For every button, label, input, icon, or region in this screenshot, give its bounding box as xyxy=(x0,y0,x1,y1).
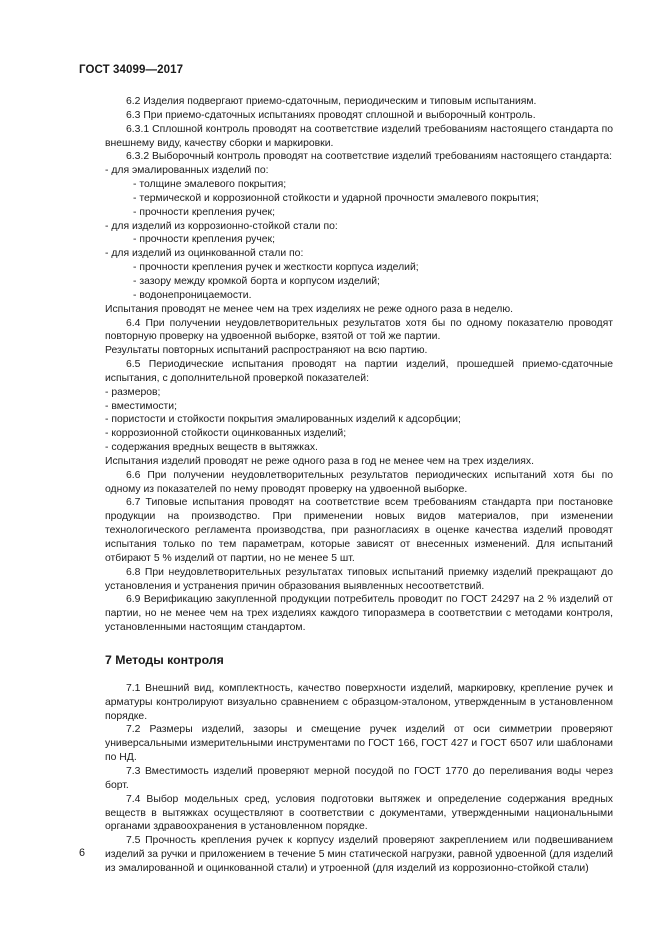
paragraph: 6.6 При получении неудовлетворительных результатов периодических испытаний хотя бы по одному из показателей по нему проводят проверку на удвоенной выборке. xyxy=(105,469,613,495)
section-7-text xyxy=(105,682,613,876)
paragraph: - размеров; xyxy=(105,386,161,398)
paragraph: - для эмалированных изделий по: xyxy=(105,165,269,177)
paragraph: - прочности крепления ручек; xyxy=(133,234,275,246)
paragraph: - прочности крепления ручек; xyxy=(133,206,275,218)
section-title: 7 Методы контроля xyxy=(105,652,224,667)
paragraph: 6.5 Периодические испытания проводят на партии изделий, прошедшей приемо-сдаточные испытания, с дополнительной проверкой показателей: xyxy=(105,359,613,384)
paragraph: 6.3.1 Сплошной контроль проводят на соответствие изделий требованиям настоящего стандарта по внешнему виду, качеству сборки и маркировки. xyxy=(105,123,613,149)
paragraph: 7.3 Вместимость изделий проверяют мерной посудой по ГОСТ 1770 до переливания воды через борт. xyxy=(105,765,613,791)
paragraph: - вместимости; xyxy=(105,400,177,412)
paragraph: - термической и коррозионной стойкости и ударной прочности эмалевого покрытия; xyxy=(133,192,539,204)
paragraph: 6.9 Верификацию закупленной продукции потребитель проводит по ГОСТ 24297 на 2 % изделий от партии, но не менее чем на трех изделиях каждого типоразмера в соответствии с методами контроля, установленными настоящим стандартом. xyxy=(105,594,613,634)
paragraph: 6.3.2 Выборочный контроль проводят на соответствие изделий требованиям настоящего стандарта: xyxy=(126,151,613,163)
paragraph: - толщине эмалевого покрытия; xyxy=(133,179,287,191)
paragraph: Испытания проводят не менее чем на трех изделиях не реже одного раза в неделю. xyxy=(105,303,514,315)
paragraph: - прочности крепления ручек и жесткости корпуса изделий; xyxy=(133,262,419,274)
paragraph: - для изделий из оцинкованной стали по: xyxy=(105,248,304,260)
paragraph: 7.2 Размеры изделий, зазоры и смещение ручек изделий от оси симметрии проверяют универсальными измерительными инструментами по ГОСТ 166, ГОСТ 427 и ГОСТ 6507 или шаблонами по НД. xyxy=(105,724,613,764)
paragraph: 6.4 При получении неудовлетворительных результатов хотя бы по одному показателю проводят повторную проверку на удвоенной выборке, взятой от той же партии. xyxy=(105,317,613,343)
page-content xyxy=(105,95,613,876)
paragraph: Результаты повторных испытаний распространяют на всю партию. xyxy=(105,345,428,357)
paragraph: 6.7 Типовые испытания проводят на соответствие всем требованиям стандарта при постановке продукции на производство. При применении новых видов материалов, при изменении технологического регламента производства, при разногласиях в оценке качества изделий проводят испытания только по тем параметрам, которые зависят от внесенных изменений. Для испытаний отбирают 5 % изделий от партии, но не менее 5 шт. xyxy=(105,497,613,564)
section-6-text xyxy=(105,95,613,635)
paragraph: Испытания изделий проводят не реже одного раза в год не менее чем на трех изделиях. xyxy=(105,455,534,467)
paragraph: 6.3 При приемо-сдаточных испытаниях проводят сплошной и выборочный контроль. xyxy=(126,109,536,121)
paragraph: - пористости и стойкости покрытия эмалированных изделий к адсорбции; xyxy=(105,414,461,426)
paragraph: - для изделий из коррозионно-стойкой стали по: xyxy=(105,220,338,232)
paragraph: 7.4 Выбор модельных сред, условия подготовки вытяжек и определение содержания вредных веществ в вытяжках осуществляют в соответствии с документами, утвержденными национальными органами здравоохранения в установленном порядке. xyxy=(105,793,613,833)
paragraph: - коррозионной стойкости оцинкованных изделий; xyxy=(105,428,347,440)
paragraph: 7.1 Внешний вид, комплектность, качество поверхности изделий, маркировку, крепление ручек и арматуры контролируют визуально сравнением с образцом-эталоном, утвержденным в установленном порядке. xyxy=(105,682,613,722)
paragraph: - зазору между кромкой борта и корпусом изделий; xyxy=(133,275,380,287)
paragraph: - содержания вредных веществ в вытяжках. xyxy=(105,442,318,454)
page-number: 6 xyxy=(79,847,86,859)
paragraph: 6.2 Изделия подвергают приемо-сдаточным, периодическим и типовым испытаниям. xyxy=(126,96,537,107)
paragraph: 7.5 Прочность крепления ручек к корпусу изделий проверяют закреплением или подвешиванием изделий за ручки и приложением в течение 5 мин статической нагрузки, равной удвоенной (для изделий из эмалированной и оцинкованной стали) и утроенной (для изделий из коррозионно-стойкой стали) xyxy=(105,835,613,874)
paragraph: 6.8 При неудовлетворительных результатах типовых испытаний приемку изделий прекращают до установления и устранения причин образования выявленных несоответствий. xyxy=(105,566,613,592)
document-header: ГОСТ 34099—2017 xyxy=(79,64,184,76)
paragraph: - водонепроницаемости. xyxy=(133,289,252,301)
